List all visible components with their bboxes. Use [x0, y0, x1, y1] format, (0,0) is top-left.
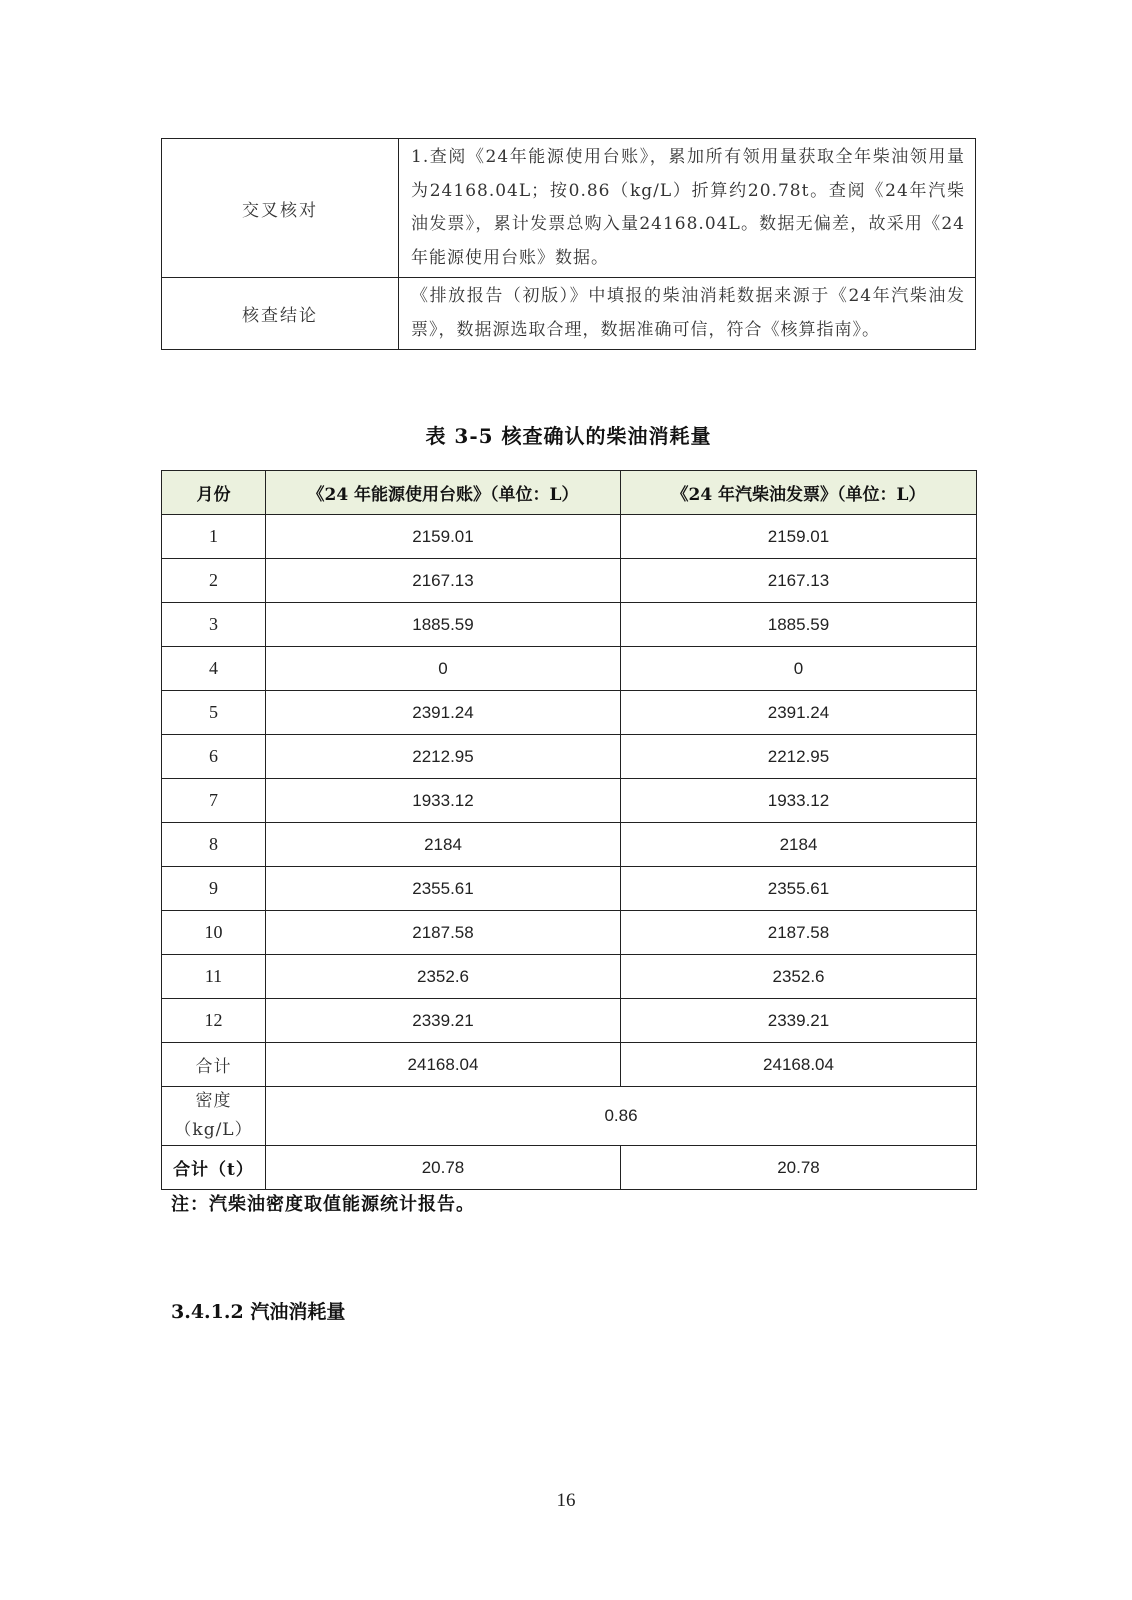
invoice-value: 1933.12	[621, 779, 977, 823]
invoice-value: 2212.95	[621, 735, 977, 779]
invoice-value: 2352.6	[621, 955, 977, 999]
density-row	[162, 1087, 977, 1146]
ledger-value: 2352.6	[266, 955, 621, 999]
total-tonnes-label: 合计（t）	[162, 1146, 266, 1190]
month-cell: 6	[162, 735, 266, 779]
table-row	[162, 999, 977, 1043]
page-number: 16	[556, 1490, 576, 1511]
table-row	[162, 647, 977, 691]
total-row	[162, 1043, 977, 1087]
month-cell: 9	[162, 867, 266, 911]
invoice-value: 0	[621, 647, 977, 691]
total-invoice-value: 24168.04	[621, 1043, 977, 1087]
ledger-value: 0	[266, 647, 621, 691]
density-label-line2: （kg/L）	[174, 1120, 253, 1140]
total-tonnes-row	[162, 1146, 977, 1190]
ledger-value: 2355.61	[266, 867, 621, 911]
invoice-value: 1885.59	[621, 603, 977, 647]
invoice-value: 2184	[621, 823, 977, 867]
invoice-value: 2159.01	[621, 515, 977, 559]
ledger-value: 2391.24	[266, 691, 621, 735]
table-caption: 表 3-5 核查确认的柴油消耗量	[425, 424, 712, 448]
month-cell: 4	[162, 647, 266, 691]
table-row	[162, 735, 977, 779]
review-row-label: 核查结论	[162, 278, 399, 350]
invoice-value: 2167.13	[621, 559, 977, 603]
month-cell: 7	[162, 779, 266, 823]
density-label	[162, 1087, 266, 1146]
diesel-consumption-table	[161, 470, 977, 1190]
table-row	[162, 823, 977, 867]
section-heading: 3.4.1.2 汽油消耗量	[171, 1301, 346, 1323]
column-header-ledger: 《24 年能源使用台账》（单位：L）	[266, 471, 621, 515]
review-row-label: 交叉核对	[162, 139, 399, 278]
invoice-value: 2339.21	[621, 999, 977, 1043]
total-tonnes-ledger: 20.78	[266, 1146, 621, 1190]
ledger-value: 2167.13	[266, 559, 621, 603]
invoice-value: 2355.61	[621, 867, 977, 911]
month-cell: 12	[162, 999, 266, 1043]
review-table	[161, 138, 976, 350]
month-cell: 10	[162, 911, 266, 955]
table-header-row	[162, 471, 977, 515]
ledger-value: 2187.58	[266, 911, 621, 955]
column-header-invoice: 《24 年汽柴油发票》（单位：L）	[621, 471, 977, 515]
table-row	[162, 867, 977, 911]
ledger-value: 2184	[266, 823, 621, 867]
table-row	[162, 515, 977, 559]
column-header-month: 月份	[162, 471, 266, 515]
total-label: 合计	[162, 1043, 266, 1087]
total-ledger-value: 24168.04	[266, 1043, 621, 1087]
month-cell: 5	[162, 691, 266, 735]
density-label-line1: 密度	[195, 1091, 232, 1111]
review-row-conclusion	[162, 278, 976, 350]
ledger-value: 2339.21	[266, 999, 621, 1043]
month-cell: 8	[162, 823, 266, 867]
review-row-text: 1.查阅《24年能源使用台账》，累加所有领用量获取全年柴油领用量为24168.04L；按0.86（kg/L）折算约20.78t。查阅《24年汽柴油发票》，累计发票总购入量24168.04L。数据无偏差，故采用《24年能源使用台账》数据。	[399, 139, 976, 278]
month-cell: 1	[162, 515, 266, 559]
month-cell: 3	[162, 603, 266, 647]
review-row-cross-check	[162, 139, 976, 278]
invoice-value: 2187.58	[621, 911, 977, 955]
table-row	[162, 911, 977, 955]
table-row	[162, 955, 977, 999]
month-cell: 2	[162, 559, 266, 603]
table-row	[162, 603, 977, 647]
ledger-value: 1933.12	[266, 779, 621, 823]
month-cell: 11	[162, 955, 266, 999]
ledger-value: 2212.95	[266, 735, 621, 779]
table-note: 注：汽柴油密度取值能源统计报告。	[171, 1194, 475, 1215]
review-row-text: 《排放报告（初版）》中填报的柴油消耗数据来源于《24年汽柴油发票》，数据源选取合理，数据准确可信，符合《核算指南》。	[399, 278, 976, 350]
table-row	[162, 779, 977, 823]
ledger-value: 1885.59	[266, 603, 621, 647]
table-row	[162, 559, 977, 603]
invoice-value: 2391.24	[621, 691, 977, 735]
total-tonnes-invoice: 20.78	[621, 1146, 977, 1190]
table-row	[162, 691, 977, 735]
ledger-value: 2159.01	[266, 515, 621, 559]
density-value: 0.86	[266, 1087, 977, 1146]
